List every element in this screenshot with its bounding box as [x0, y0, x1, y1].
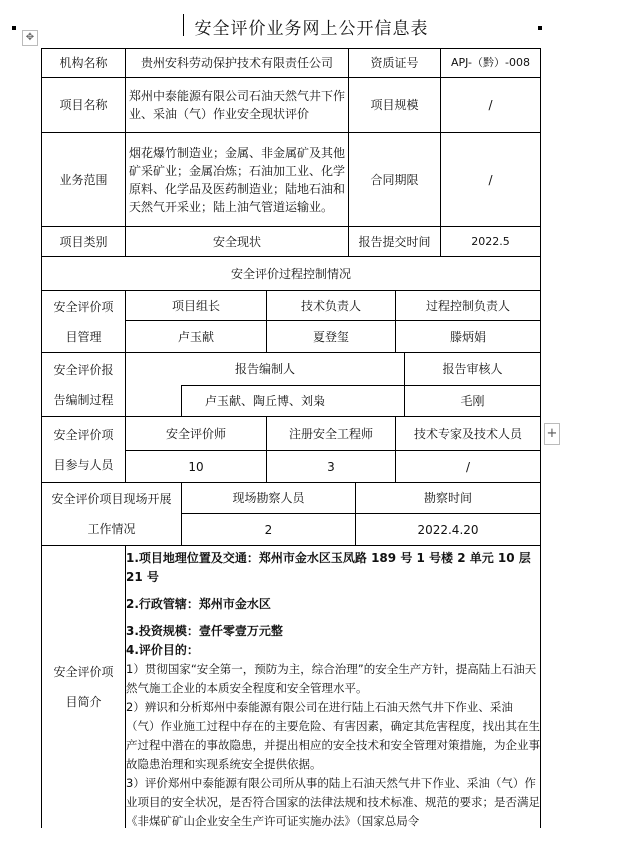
org-value: 贵州安科劳动保护技术有限责任公司 [140, 56, 333, 70]
corner-mark [538, 26, 542, 30]
org-label: 机构名称 [59, 56, 108, 70]
project-label: 项目名称 [59, 98, 108, 112]
mgmt-value: 夏登玺 [312, 329, 349, 344]
intro-location: 1.项目地理位置及交通：郑州市金水区玉凤路 189 号 1 号楼 2 单元 10 层 21 号 [126, 551, 531, 584]
mgmt-header: 技术负责人 [300, 298, 361, 313]
project-value: 郑州中泰能源有限公司石油天然气井下作业、采油（气）作业安全现状评价 [129, 89, 346, 121]
cert-label: 资质证号 [370, 56, 419, 70]
staff-header: 注册安全工程师 [288, 426, 373, 441]
cert-value: APJ-（黔）-008 [451, 56, 530, 69]
staff-value: 3 [327, 459, 335, 474]
category-value: 安全现状 [212, 234, 261, 249]
staff-value: 10 [188, 459, 204, 474]
intro-admin: 2.行政管辖：郑州市金水区 [126, 597, 271, 611]
report-value: 毛刚 [460, 394, 485, 408]
scope-label: 业务范围 [59, 172, 108, 187]
scale-label: 项目规模 [370, 98, 419, 112]
report-label: 安全评价报告编制过程 [53, 362, 114, 407]
page-title: 安全评价业务网上公开信息表 [194, 19, 429, 39]
process-heading: 安全评价过程控制情况 [230, 266, 351, 281]
contract-label: 合同期限 [370, 172, 419, 187]
submit-value: 2022.5 [471, 234, 510, 248]
category-label: 项目类别 [59, 234, 108, 249]
site-value: 2 [264, 522, 273, 537]
site-value: 2022.4.20 [417, 522, 479, 537]
corner-mark [12, 26, 16, 30]
site-header: 现场勘察人员 [232, 491, 305, 505]
scope-value: 烟花爆竹制造业；金属、非金属矿及其他矿采矿业；金属冶炼；石油加工业、化学原料、化学品及医药制造业；陆地石油和天然气开采业；陆上油气管道运输业。 [129, 145, 346, 214]
scale-value: / [488, 98, 493, 112]
staff-header: 技术专家及技术人员 [413, 426, 522, 441]
report-value: 卢玉献、陶丘博、刘枭 [204, 394, 325, 408]
move-handle-icon[interactable]: ✥ [22, 30, 38, 46]
staff-header: 安全评价师 [165, 426, 226, 441]
staff-label: 安全评价项目参与人员 [53, 427, 114, 472]
mgmt-value: 滕炳娟 [449, 329, 486, 344]
contract-value: / [488, 172, 493, 187]
intro-purpose-heading: 4.评价目的： [126, 643, 199, 657]
mgmt-header: 项目组长 [171, 298, 220, 313]
intro-investment: 3.投资规模：壹仟零壹万元整 [126, 624, 283, 638]
site-header: 勘察时间 [423, 491, 472, 505]
report-header: 报告编制人 [234, 362, 295, 376]
staff-value: / [465, 459, 471, 474]
mgmt-label: 安全评价项目管理 [53, 299, 114, 344]
mgmt-header: 过程控制负责人 [425, 298, 510, 313]
intro-content [126, 547, 540, 831]
plus-icon[interactable]: + [544, 423, 560, 445]
submit-label: 报告提交时间 [358, 234, 431, 249]
mgmt-value: 卢玉献 [177, 329, 214, 344]
intro-paragraph: 1）贯彻国家“安全第一，预防为主，综合治理”的安全生产方针，提高陆上石油天然气施工企业的本质安全程度和安全管理水平。 [126, 662, 537, 695]
site-label: 安全评价项目现场开展工作情况 [51, 492, 172, 536]
intro-paragraph: 3）评价郑州中泰能源有限公司所从事的陆上石油天然气井下作业、采油（气）作业项目的安全状况，是否符合国家的法律法规和技术标准、规范的要求；是否满足《非煤矿矿山企业安全生产许可证实施办法》（国家总局令 [126, 776, 540, 828]
report-header: 报告审核人 [442, 362, 503, 376]
intro-label: 安全评价项目简介 [53, 665, 114, 709]
intro-paragraph: 2）辨识和分析郑州中泰能源有限公司在进行陆上石油天然气井下作业、采油（气）作业施工过程中存在的主要危险、有害因素，确定其危害程度，找出其在生产过程中潜在的事故隐患，并提出相应的安全技术和安全管理对策措施，为企业事故隐患治理和实现系统安全提供依据。 [126, 700, 540, 771]
